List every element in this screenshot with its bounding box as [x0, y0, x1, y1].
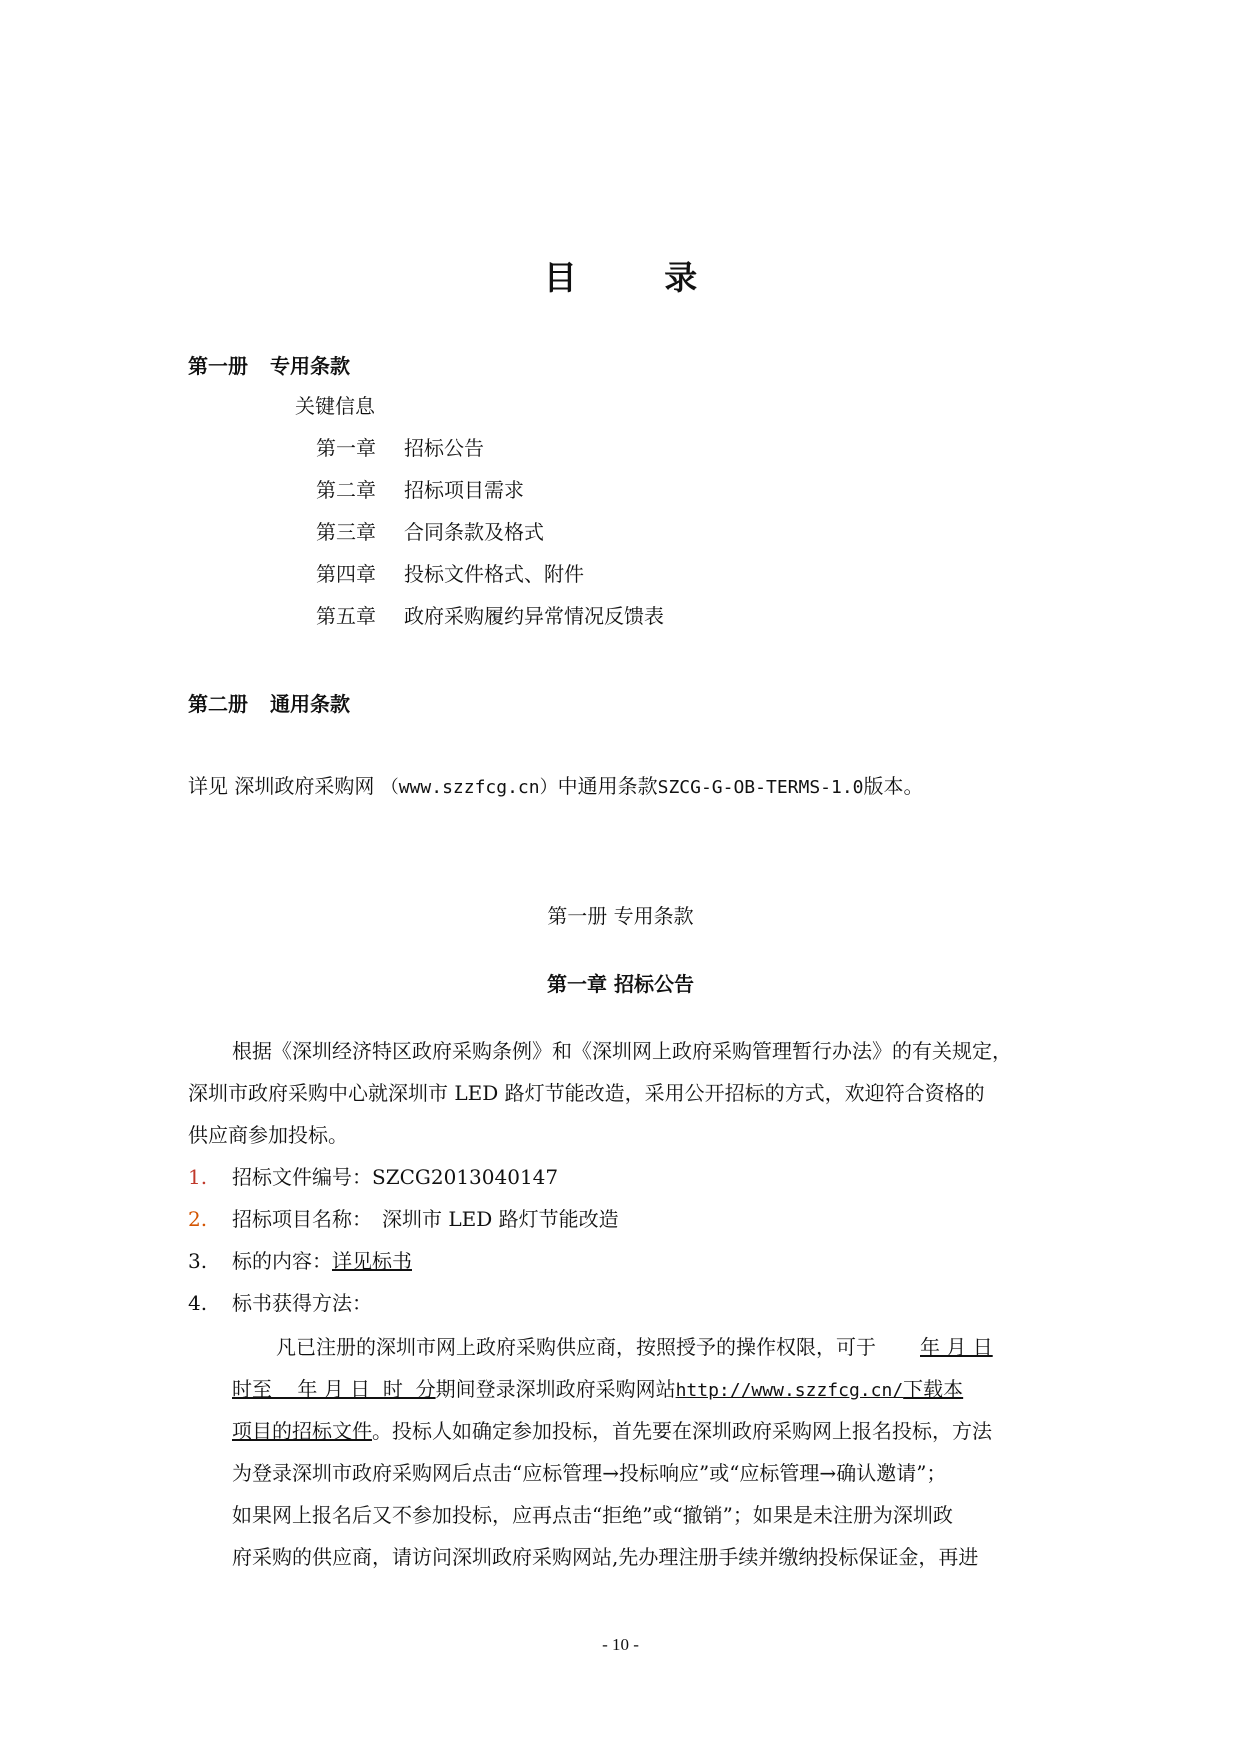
item-1: [188, 1156, 558, 1198]
method-line-4: 为登录深圳市政府采购网后点击“应标管理→投标响应”或“应标管理→确认邀请”；: [232, 1461, 947, 1485]
chapter-num: 第三章: [316, 520, 376, 544]
page-number: - 10 -: [602, 1635, 639, 1654]
chapter-title: 合同条款及格式: [404, 520, 544, 544]
item-number: 3.: [188, 1249, 208, 1273]
chapter-num: 第四章: [316, 562, 376, 586]
volume1-title: 专用条款: [270, 354, 350, 378]
item-number: 4.: [188, 1291, 208, 1315]
item-label: 招标文件编号：: [232, 1165, 372, 1189]
toc-volume1: [188, 350, 350, 379]
toc-title: 目 录: [543, 258, 736, 297]
chapter-title: 投标文件格式、附件: [404, 562, 584, 586]
chapter-title: 招标公告: [404, 436, 484, 460]
note-middle: 中通用条款: [557, 774, 658, 798]
date-blank: 年 月 日: [920, 1335, 993, 1359]
volume1-label: 第一册: [188, 354, 248, 378]
note-prefix: 详见 深圳政府采购网: [188, 774, 381, 798]
method-line-1: [276, 1326, 993, 1368]
note-suffix: 版本。: [863, 774, 924, 798]
chapter-title: 招标项目需求: [404, 478, 524, 502]
method-line-6: 府采购的供应商，请访问深圳政府采购网站,先办理注册手续并缴纳投标保证金，再进: [232, 1545, 979, 1569]
intro-line-3: 供应商参加投标。: [188, 1123, 348, 1147]
item-value: 深圳市 LED 路灯节能改造: [382, 1207, 619, 1231]
chapter-num: 第一章: [316, 436, 376, 460]
item-3: [188, 1240, 412, 1282]
toc-chapter-2: [316, 474, 524, 503]
method-line-2: [232, 1368, 963, 1412]
item-label: 招标项目名称：: [232, 1207, 372, 1231]
intro-line-2: 深圳市政府采购中心就深圳市 LED 路灯节能改造，采用公开招标的方式，欢迎符合资格的: [188, 1081, 985, 1105]
download-link[interactable]: http://www.szzfcg.cn/: [675, 1380, 904, 1401]
item-4: [188, 1282, 372, 1324]
method-text: 凡已注册的深圳市网上政府采购供应商，按照授予的操作权限，可于: [276, 1335, 876, 1359]
note-code: SZCG-G-OB-TERMS-1.0: [657, 777, 864, 798]
method-line-3: [232, 1410, 992, 1452]
toc-volume2: [188, 688, 350, 717]
time-blank: 时至 年 月 日 时 分: [232, 1377, 436, 1401]
toc-chapter-5: [316, 600, 664, 629]
toc-chapter-4: [316, 558, 584, 587]
item-value-link[interactable]: 详见标书: [332, 1249, 412, 1273]
section-chapter-heading: 第一章 招标公告: [547, 972, 694, 996]
volume2-label: 第二册: [188, 692, 248, 716]
chapter-title: 政府采购履约异常情况反馈表: [404, 604, 664, 628]
item-number: 1.: [188, 1165, 208, 1189]
item-number: 2.: [188, 1207, 208, 1231]
toc-chapter-3: [316, 516, 544, 545]
item-2: [188, 1198, 619, 1240]
item-label: 标书获得方法：: [232, 1291, 372, 1315]
toc-chapter-1: [316, 432, 484, 461]
item-value: SZCG2013040147: [372, 1165, 559, 1189]
general-terms-note: [188, 770, 924, 799]
method-text: 。投标人如确定参加投标，首先要在深圳政府采购网上报名投标，方法: [372, 1419, 992, 1443]
download-link-tail[interactable]: 下载本: [903, 1377, 964, 1401]
toc-key-info: 关键信息: [295, 394, 375, 418]
chapter-num: 第五章: [316, 604, 376, 628]
method-text: 期间登录深圳政府采购网站: [435, 1377, 676, 1401]
section-volume-heading: 第一册 专用条款: [547, 904, 694, 928]
chapter-num: 第二章: [316, 478, 376, 502]
note-url: （www.szzfcg.cn）: [380, 777, 558, 798]
volume2-title: 通用条款: [270, 692, 350, 716]
tender-file-link[interactable]: 项目的招标文件: [232, 1419, 372, 1443]
item-label: 标的内容：: [232, 1249, 332, 1273]
intro-line-1: 根据《深圳经济特区政府采购条例》和《深圳网上政府采购管理暂行办法》的有关规定，: [232, 1039, 1012, 1063]
method-line-5: 如果网上报名后又不参加投标，应再点击“拒绝”或“撤销”；如果是未注册为深圳政: [232, 1503, 953, 1527]
